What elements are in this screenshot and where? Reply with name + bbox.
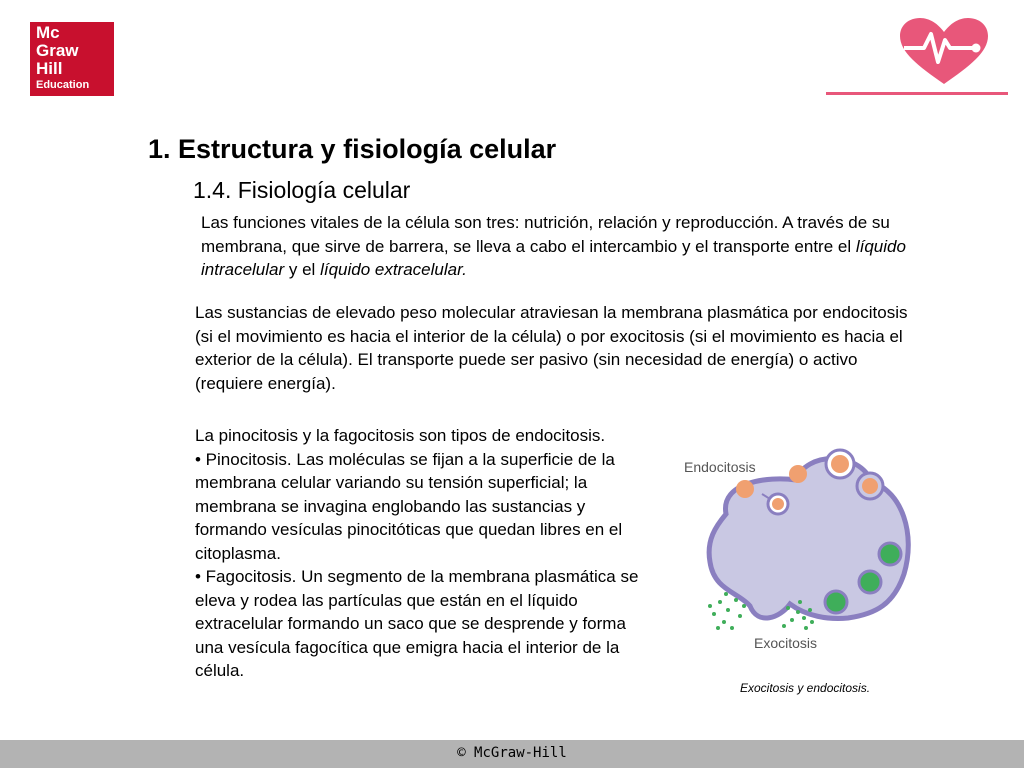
logo-line-3: Hill xyxy=(36,59,63,78)
logo-line-2: Graw xyxy=(36,41,79,60)
exocytosis-label: Exocitosis xyxy=(754,635,818,651)
phagocytosis-bullet: • Fagocitosis. Un segmento de la membrana plasmática se eleva y rodea las partículas que están en el líquido extracelular formando un saco que se desprende y forma una vesícula fagocítica que emigra hacia el interior de la célula. xyxy=(195,567,639,680)
endocytosis-label: Endocitosis xyxy=(684,459,756,475)
mcgraw-hill-logo xyxy=(30,22,114,96)
footer-copyright: © McGraw-Hill xyxy=(457,745,567,761)
heartbeat-icon xyxy=(898,18,990,86)
section-subtitle: 1.4. Fisiología celular xyxy=(193,177,411,203)
intro-text-1: Las funciones vitales de la célula son tres: nutrición, relación y reproducción. A través de su membrana, que sirve de barrera, se lleva a cabo el intercambio y el transporte entre el xyxy=(201,213,890,256)
endocytosis-intro: La pinocitosis y la fagocitosis son tipos de endocitosis. xyxy=(195,426,606,445)
figure-caption: Exocitosis y endocitosis. xyxy=(740,681,871,695)
endocytosis-paragraph xyxy=(195,424,655,683)
header-divider xyxy=(826,92,1008,95)
logo-line-4: Education xyxy=(36,79,90,91)
intro-italic-1: líquido intracelular xyxy=(201,236,906,279)
intro-italic-2: líquido extracelular. xyxy=(320,260,467,279)
transport-paragraph: Las sustancias de elevado peso molecular atraviesan la membrana plasmática por endocitosis (si el movimiento es hacia el interior de la célula) o por exocitosis (si el movimiento es hacia el exterior de la célula). El transporte puede ser pasivo (sin necesidad de energía) o activo (requiere energía). xyxy=(195,303,908,393)
logo-line-1: Mc xyxy=(36,23,60,42)
pinocytosis-bullet: • Pinocitosis. Las moléculas se fijan a la superficie de la membrana celular variando su tensión superficial; la membrana se invagina englobando las sustancias y formando vesículas pinocitóticas que quedan libres en el citoplasma. xyxy=(195,449,623,563)
intro-text-2: y el xyxy=(284,260,321,279)
exo-endocytosis-diagram xyxy=(680,442,920,662)
intro-paragraph xyxy=(201,211,921,282)
page-title: 1. Estructura y fisiología celular xyxy=(148,134,557,164)
